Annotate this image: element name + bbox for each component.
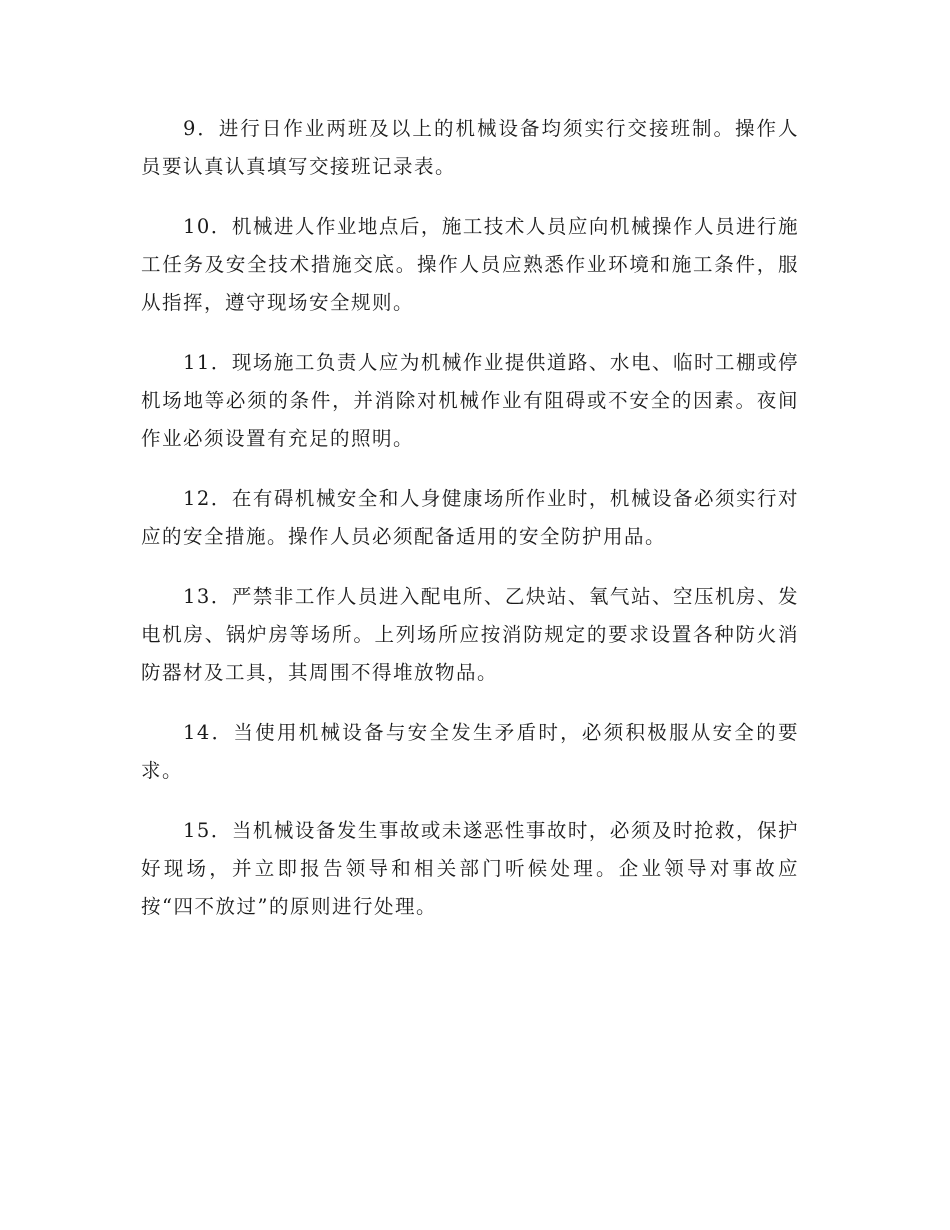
paragraph-item-12: 12．在有碍机械安全和人身健康场所作业时，机械设备必须实行对应的安全措施。操作人员必须配备适用的安全防护用品。 bbox=[141, 487, 799, 548]
paragraph-item-15: 15．当机械设备发生事故或未遂恶性事故时，必须及时抢救，保护好现场，并立即报告领导和相关部门听候处理。企业领导对事故应按“四不放过”的原则进行处理。 bbox=[141, 819, 799, 918]
paragraph-item-14: 14．当使用机械设备与安全发生矛盾时，必须积极服从安全的要求。 bbox=[141, 721, 799, 782]
paragraph-item-13: 13．严禁非工作人员进入配电所、乙炔站、氧气站、空压机房、发电机房、锅炉房等场所。上列场所应按消防规定的要求设置各种防火消防器材及工具，其周围不得堆放物品。 bbox=[141, 585, 799, 684]
paragraph-item-10: 10．机械进人作业地点后，施工技术人员应向机械操作人员进行施工任务及安全技术措施交底。操作人员应熟悉作业环境和施工条件，服从指挥，遵守现场安全规则。 bbox=[141, 215, 799, 314]
paragraph-item-9: 9．进行日作业两班及以上的机械设备均须实行交接班制。操作人员要认真认真填写交接班记录表。 bbox=[141, 117, 799, 178]
document-body bbox=[141, 110, 799, 948]
paragraph-item-11: 11．现场施工负责人应为机械作业提供道路、水电、临时工棚或停机场地等必须的条件，并消除对机械作业有阻碍或不安全的因素。夜间作业必须设置有充足的照明。 bbox=[141, 351, 799, 450]
